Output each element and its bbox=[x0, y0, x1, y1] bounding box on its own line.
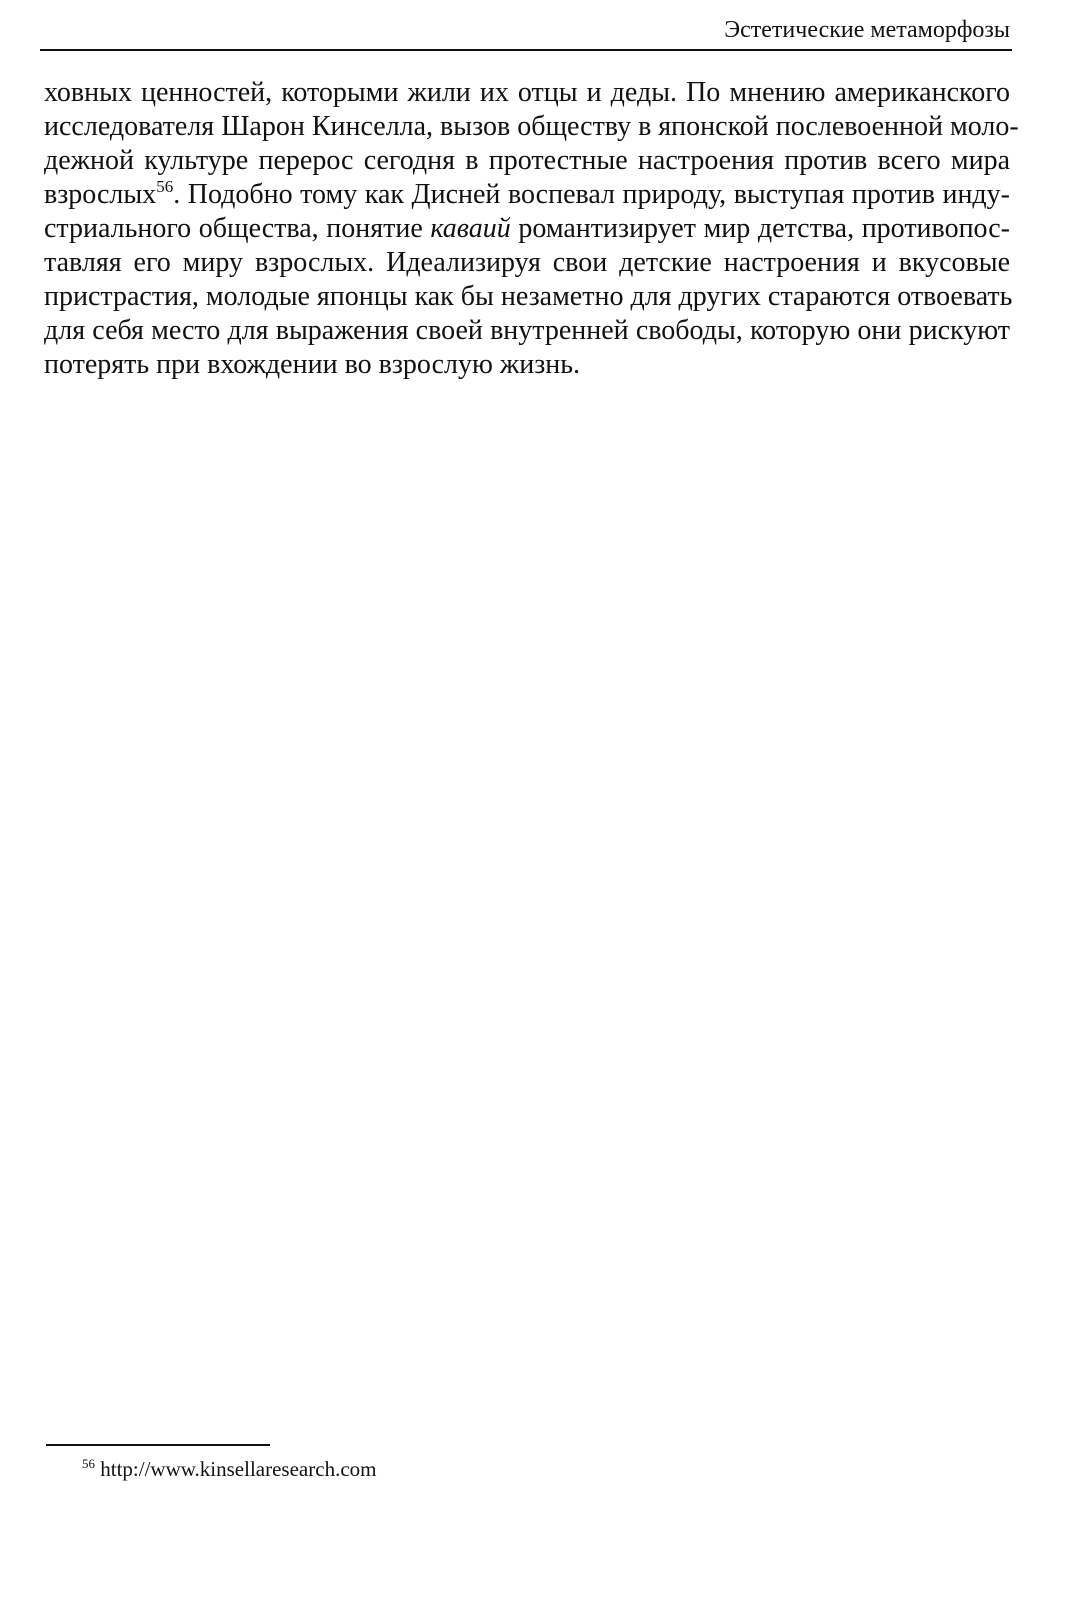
footnote-link[interactable]: http://www.kinsellaresearch.com bbox=[100, 1457, 377, 1481]
text-line-5 bbox=[44, 212, 1010, 246]
text-segment: взрослых bbox=[44, 179, 157, 210]
text-line-9: потерять при вхождении во взрослую жизнь. bbox=[44, 349, 581, 380]
text-line-7: пристрастия, молодые японцы как бы незаметно для других стараются отвоевать bbox=[44, 281, 1013, 312]
running-head: Эстетические метаморфозы bbox=[724, 17, 1010, 43]
text-line-2: исследователя Шарон Кинселла, вызов обществу в японской послевоенной моло- bbox=[44, 111, 1019, 142]
text-line-3: дежной культуре перерос сегодня в протестные настроения против всего мира bbox=[44, 145, 1010, 176]
text-segment: . Подобно тому как Дисней воспевал природу, выступая против инду- bbox=[173, 179, 1010, 210]
text-line-8: для себя место для выражения своей внутренней свободы, которую они рискуют bbox=[44, 315, 1010, 346]
footnote-number: 56 bbox=[82, 1456, 95, 1471]
footnote-rule bbox=[46, 1444, 270, 1446]
text-segment: стриального общества, понятие bbox=[44, 213, 431, 244]
italic-term: каваий bbox=[430, 213, 511, 244]
footnote bbox=[82, 1455, 376, 1483]
text-line-6: тавляя его миру взрослых. Идеализируя свои детские настроения и вкусовые bbox=[44, 247, 1010, 278]
text-segment: романтизирует мир детства, противопос- bbox=[510, 213, 1010, 244]
footnote-reference: 56 bbox=[156, 177, 174, 196]
text-line-1: ховных ценностей, которыми жили их отцы и деды. По мнению американского bbox=[44, 77, 1010, 108]
text-line-4 bbox=[44, 178, 1010, 212]
body-paragraph bbox=[44, 0, 1019, 400]
